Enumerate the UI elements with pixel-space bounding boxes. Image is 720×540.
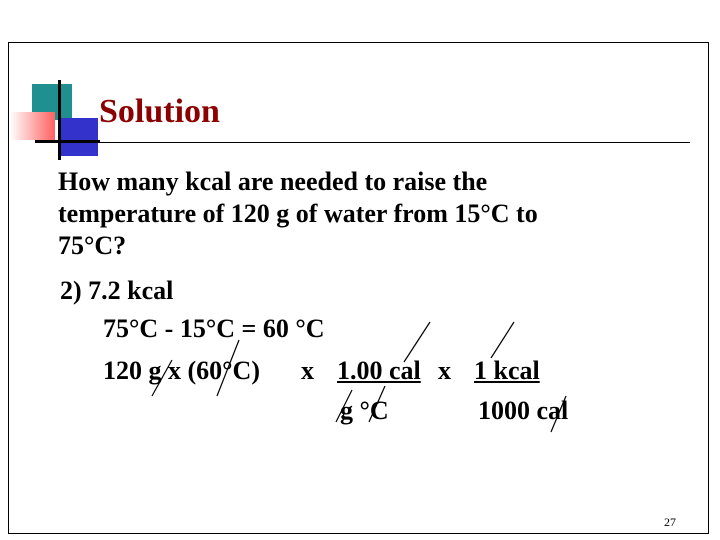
question-text: How many kcal are needed to raise the temperature of 120 g of water from 15°C to 75°C? [58,167,538,260]
page-number: 27 [664,515,676,529]
multiply-sign: x [301,356,314,385]
conversion-numerator: 1 kcal [474,356,540,385]
specific-heat-denominator: g °C [340,396,389,425]
slide-title: Solution [99,93,220,130]
multiply-sign: x [438,356,451,385]
answer-choice: 2) 7.2 kcal [60,276,174,305]
temperature-change-step: 75°C - 15°C = 60 °C [103,314,325,343]
mass-temperature-term: 120 g x (60°C) [103,356,260,385]
specific-heat-numerator: 1.00 cal [337,356,421,385]
conversion-denominator: 1000 cal [478,396,569,425]
